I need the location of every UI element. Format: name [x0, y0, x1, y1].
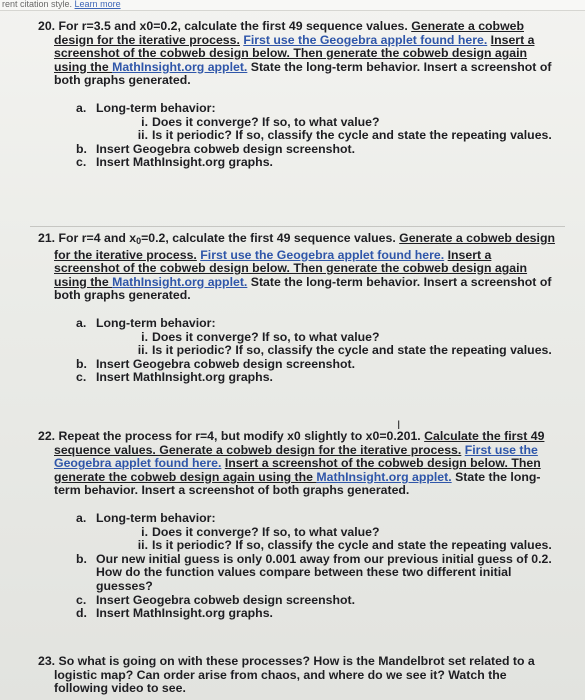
list-item: c. Insert MathInsight.org graphs. — [76, 370, 273, 385]
list-item: a. Long-term behavior: i. Does it converge? If so, to what value? ii. Is it periodic? If so, classify the cycle and state the repeating values. — [76, 102, 559, 143]
list-item: d. Insert MathInsight.org graphs. — [76, 606, 273, 621]
list-item: i. Does it converge? If so, to what value? — [141, 114, 380, 129]
list-item: i. Does it converge? If so, to what value? — [141, 524, 380, 539]
list-item: b. Insert Geogebra cobweb design screenshot. — [76, 141, 355, 156]
question-20 — [0, 20, 585, 170]
cobweb-instruction: Generate a cobweb design for the iterative process. — [54, 231, 555, 262]
mathinsight-applet-link[interactable]: MathInsight.org applet. — [112, 59, 248, 74]
question-22 — [0, 430, 585, 621]
list-item: ii. Is it periodic? If so, classify the cycle and state the repeating values. — [137, 538, 552, 553]
calculate-instruction: Calculate the first 49 sequence values. Generate a cobweb design for the iterative process. — [54, 429, 545, 457]
list-item: c. Insert Geogebra cobweb design screenshot. — [76, 592, 355, 607]
list-item: i. Does it converge? If so, to what value? — [141, 329, 380, 344]
learn-more-link[interactable]: Learn more — [74, 0, 121, 9]
screenshot-instruction: Insert a screenshot of the cobweb design below. Then generate the cobweb design again using the — [54, 456, 541, 484]
question-number: 21. — [38, 231, 56, 245]
question-number: 23. — [38, 654, 56, 668]
list-item: b. Insert Geogebra cobweb design screenshot. — [76, 356, 355, 371]
list-item: ii. Is it periodic? If so, classify the cycle and state the repeating values. — [137, 343, 552, 358]
mathinsight-applet-link[interactable]: MathInsight.org applet. — [316, 469, 452, 484]
question-20-text: 20. For r=3.5 and x0=0.2, calculate the first 49 sequence values. Generate a cobweb design for the iterative process. First use the Geogebra applet found here. Insert a screenshot of the cobweb design below. Then generate the cobweb design again using the MathInsight.org applet. State the long-term behavior. Insert a screenshot of both graphs generated. — [38, 19, 552, 88]
question-21-text: 21. For r=4 and $x_0=0.2$, calculate the first 49 sequence values. Generate a cobweb design for the iterative process. First use the Geogebra applet found here. Insert a screenshot of the cobweb design below. Then generate the cobweb design again using the MathInsight.org applet. State the long-term behavior. Insert a screenshot of both graphs generated. — [38, 231, 555, 303]
list-item: c. Insert MathInsight.org graphs. — [76, 155, 273, 170]
sub-list — [96, 116, 559, 143]
geogebra-applet-link[interactable]: First use the Geogebra applet found here. — [243, 32, 488, 47]
list-item: a. Long-term behavior: i. Does it converge? If so, to what value? ii. Is it periodic? If so, classify the cycle and state the repeating values. — [76, 512, 559, 553]
cobweb-instruction: Generate a cobweb design for the iterative process. — [54, 19, 524, 47]
question-21 — [0, 232, 585, 385]
section-divider — [30, 226, 565, 227]
question-number: 22. — [38, 429, 56, 443]
text-cursor-icon: I — [397, 418, 401, 432]
question-22-items — [38, 512, 559, 621]
question-21-items — [38, 317, 559, 385]
screenshot-instruction: Insert a screenshot of the cobweb design below. Then generate the cobweb design again using the — [54, 32, 535, 74]
geogebra-applet-link[interactable]: First use the Geogebra applet found here. — [200, 247, 445, 262]
question-number: 20. — [38, 19, 56, 33]
citation-style-text: rent citation style. — [2, 0, 73, 9]
list-item: b. Our new initial guess is only 0.001 away from our previous initial guess of 0.2. How do the function values compare between these two different initial guesses? — [76, 551, 552, 593]
question-20-items — [38, 102, 559, 170]
list-item: a. Long-term behavior: i. Does it converge? If so, to what value? ii. Is it periodic? If so, classify the cycle and state the repeating values. — [76, 317, 559, 358]
question-23 — [0, 655, 585, 696]
geogebra-applet-link[interactable]: First use the Geogebra applet found here. — [54, 442, 538, 471]
top-strip — [0, 0, 585, 11]
mathinsight-applet-link[interactable]: MathInsight.org applet. — [112, 274, 248, 289]
question-23-text: 23. So what is going on with these processes? How is the Mandelbrot set related to a logistic map? Can order arise from chaos, and where do we see it? Watch the following video to see. — [38, 654, 535, 696]
list-item: ii. Is it periodic? If so, classify the cycle and state the repeating values. — [137, 128, 552, 143]
screenshot-instruction: Insert a screenshot of the cobweb design below. Then generate the cobweb design again using the — [54, 247, 528, 289]
sub-list — [96, 526, 559, 553]
question-22-text: 22. Repeat the process for r=4, but modify x0 slightly to x0=0.201. Calculate the first 49 sequence values. Generate a cobweb design for the iterative process. First use the Geogebra applet found here. Insert a screenshot of the cobweb design below. Then generate the cobweb design again using the MathInsight.org applet. State the long-term behavior. Insert a screenshot of both graphs generated. — [38, 429, 545, 498]
sub-list — [96, 331, 559, 358]
